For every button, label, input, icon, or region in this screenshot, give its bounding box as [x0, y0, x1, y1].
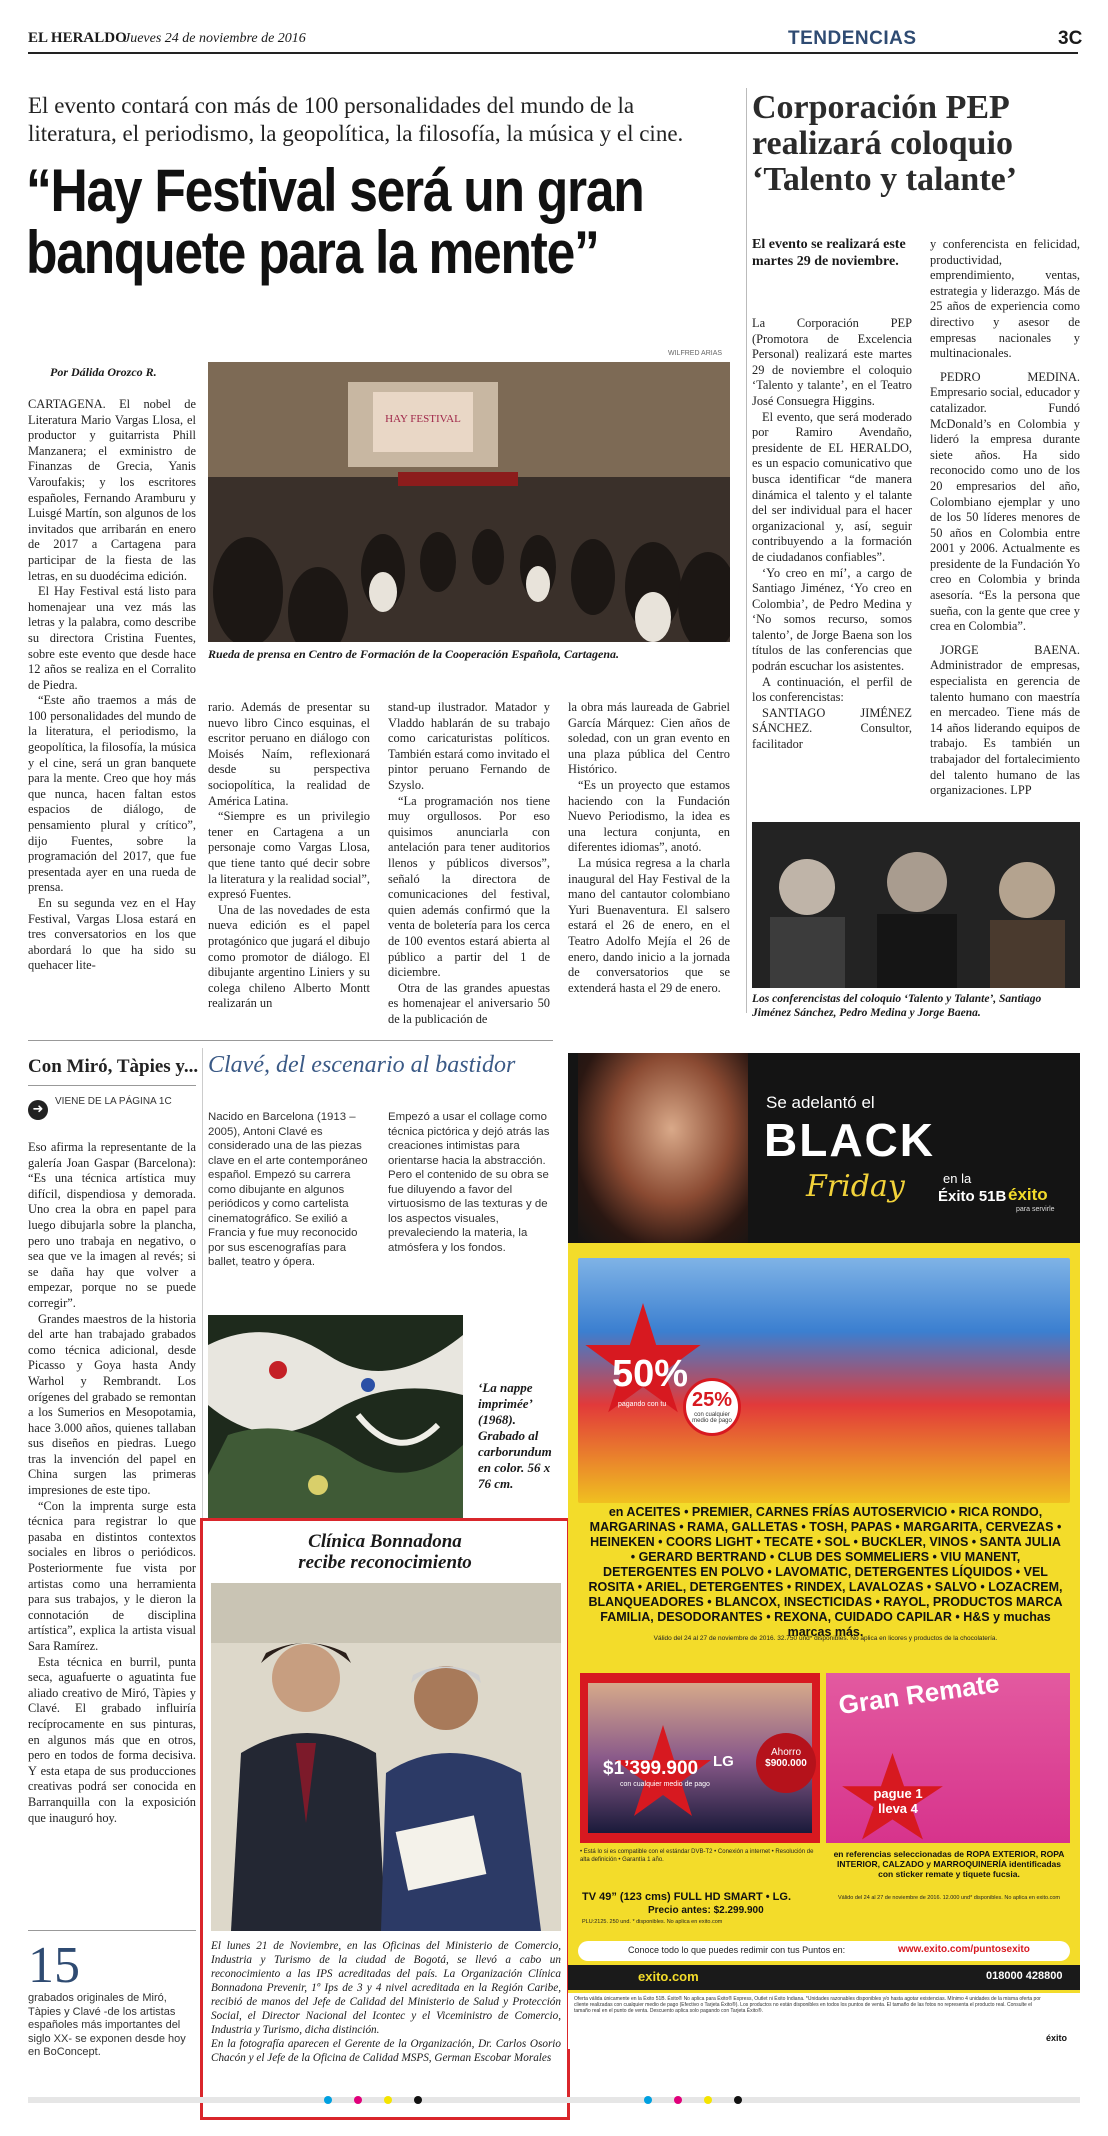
headline-line-2: banquete para la mente” [26, 219, 599, 286]
ad-pre-headline: Se adelantó el [766, 1093, 875, 1112]
paragraph: PEDRO MEDINA. Empresario social, educador y catalizador. Fundó McDonald’s en Colombia y lideró la empresa durante siete años. Ha sido reconocido como uno de los 20 empresarios del año, Colombiano ejemplar y uno de los 50 líderes menores de 50 años en Colombia entre 2001 y 2006. Actualmente es presidente de la Fundación Yo creo en Colombia y brinda asesoría. “Es la persona que sueña, con la gente que cree y crea en Colombia”. [930, 369, 1081, 634]
bonnadona-title [203, 1531, 567, 1573]
title-line-1: Clínica Bonnadona [308, 1531, 462, 1552]
award-photo [211, 1583, 561, 1931]
pep-column-2 [930, 237, 1080, 799]
masthead [28, 28, 1083, 54]
paragraph: En su segunda vez en el Hay Festival, Vargas Llosa estará en tres conversatorios en los que abordará lo que ha sido su quehacer lite- [28, 896, 196, 973]
tv-previous-price: Precio antes: $2.299.900 [648, 1905, 764, 1916]
title-line-2: recibe reconocimiento [298, 1552, 472, 1573]
continued-from-label: VIENE DE LA PÁGINA 1C [55, 1096, 172, 1107]
remate-text: en referencias seleccionadas de ROPA EXTERIOR, ROPA INTERIOR, CALZADO y MARROQUINERÍA identificadas con sticker remate y tiquete fucsia. [833, 1849, 1065, 1879]
main-story-deck: El evento contará con más de 100 personalidades del mundo de la literatura, el periodismo, la geopolítica, la filosofía, la música y el cine. [28, 93, 684, 146]
tv-price-subtext: con cualquier medio de pago [620, 1781, 710, 1788]
clave-title: Clavé, del escenario al bastidor [208, 1052, 516, 1078]
extra-discount-percent: 25% [691, 1389, 733, 1411]
paragraph: Otra de las grandes apuestas es homenajear el aniversario 50 de la publicación de [388, 980, 550, 1026]
savings-badge [756, 1733, 816, 1793]
tv-model: TV 49” (123 cms) FULL HD SMART • LG. [582, 1891, 792, 1903]
tv-plu: PLU:2125. 250 und. * disponibles. No aplica en exito.com [582, 1919, 723, 1925]
exito-com-logo: exito.com [638, 1969, 699, 1984]
divider [28, 1930, 196, 1931]
paragraph: “Siempre es un privilegio tener en Cartagena a un personaje como Vargas Llosa, que tiene tanto qué decir sobre la literatura y la realidad social”, expresó Fuentes. [208, 809, 370, 902]
paragraph: En la fotografía aparecen el Gerente de la Organización, Dr. Carlos Osorio Chacón y el Jefe de la Oficina de Calidad MSPS, German Escobar Morales [211, 2038, 561, 2064]
paragraph: El evento, que será moderado por Ramiro Avendaño, presidente de EL HERALDO, es un espacio comunicativo que busca identificar “de manera dinámica el talento y el talante del ser individual para el hacer organizacional y, así, seguir contribuyendo a la formación de ciudadanos confiables”. [752, 409, 912, 564]
paragraph: “Este año traemos a más de 100 personalidades del mundo de la literatura, el periodismo, la geopolítica, la filosofía, la música y el cine, será un gran banquete para la mente. Creo que hoy más que nunca, hacen faltan estos espacios de diálogo, de pensamiento plural y crítico”, dijo Fuentes, sobre la programación del 2017, que fue presentada ayer en una rueda de prensa. [28, 693, 196, 895]
main-story-column-4 [568, 700, 730, 996]
remate-title: Gran Remate [836, 1667, 1002, 1721]
paragraph: El Hay Festival está listo para homenajear una vez más las letras y la palabra, como describe su directora Cristina Fuentes, sobre este evento que desde hace 12 años se realiza en el Corralito de Piedra. [28, 584, 196, 692]
extra-discount-subtext: con cualquier medio de pago [692, 1412, 732, 1424]
remate-offer: pague 1 lleva 4 [873, 1786, 923, 1816]
arrow-right-icon: ➜ [28, 1100, 48, 1120]
ad-fine-print: Válido del 24 al 27 de noviembre de 2016. 32.750 und* disponibles. No aplica en licores y productos de la chocolatería. [653, 1635, 998, 1642]
paragraph: El lunes 21 de Noviembre, en las Oficinas del Ministerio de Comercio, Industria y Turismo de la ciudad de Bogotá, se llevó a cabo un reconocimiento a las IPS acreditadas del país. La Organización Clínica Bonnadona Prevenir, 1º Ips de 3 y 4 nivel acreditada en la Región Caribe, recibió de manos del Jefe de Calidad del Ministerio de Salud y Protección Social, el Director Nacional del Icontec y el Viceministro de Comercio, Industria y Turismo, dicha distinción. [211, 1940, 561, 2036]
section-name: TENDENCIAS [788, 28, 917, 49]
paragraph: Esta técnica en burril, punta seca, aguafuerte o aguatinta fue aliado creativo de Miró, Tàpies y Clavé. El grabado influiría recíprocamente en sus pinturas, en algunos más que en otros, pero en todos de forma decisiva. Y esta etapa de sus producciones creativas podrá ser conocida en Barranquilla con la exposición que inauguró hoy. [28, 1654, 196, 1825]
ad-store-name: Éxito 51B [938, 1188, 1007, 1205]
ad-script-text: Friday [806, 1169, 905, 1204]
paper-name: EL HERALDO [28, 30, 127, 46]
main-story-column-2 [208, 700, 370, 1012]
fact-text: grabados originales de Miró, Tàpies y Clavé -de los artistas españoles más importantes del siglo XX- se exponen desde hoy en BoConcept. [28, 1992, 186, 2058]
speakers-illustration [752, 822, 1080, 988]
discount-percent: 50% [612, 1353, 689, 1395]
paragraph: Una de las novedades de esta nueva edición es el papel protagónico que jugará el dibujo como promotor de diálogo. El dibujante argentino Liniers y su colega chileno Alberto Montt realizarán un [208, 902, 370, 1011]
paragraph: y conferencista en felicidad, productividad, emprendimiento, ventas, estrategia y liderazgo. Más de 25 años de experiencia como directivo y asesor de empresas nacionales y multinacionales. [930, 237, 1080, 361]
ad-legal-text: Oferta válida únicamente en la Éxito 51B. Éxito® No aplica para Éxito® Express, Outlet ni Éxito Indiana. *Unidades razonables disponibles y/o hasta agotar existencias. Mínimo 4 unidades de la misma oferta por cliente realizadas con cualquier medio de pago (Efectivo o Tarjeta Éxito®). Los productos no están disponibles en todos los puntos de venta. El tamaño de las fotos no representa el producto real. Consulte el tamaño real en el punto de venta. Descuento aplica solo pagando con Tarjeta Éxito®. [574, 1996, 1041, 2014]
tv-price: $1’399.900 [603, 1758, 699, 1779]
section-divider [28, 1040, 553, 1041]
printer-registration-bar [28, 2090, 1080, 2100]
fact-number: 15 [28, 1937, 80, 1994]
paragraph: La Corporación PEP (Promotora de Excelencia Personal) realizará este martes 29 de noviembre el coloquio ‘Talento y talante’, en el Teatro José Consuegra Higgins. [752, 316, 912, 408]
ad-brand-list: en ACEITES • PREMIER, CARNES FRÍAS AUTOSERVICIO • RICA RONDO, MARGARINAS • RAMA, GALLETAS • TOSH, PAPAS • MARGARITA, CERVEZAS • HEINEKEN • COORS LIGHT • TECATE • SOL • BUCKLER, VINOS • SANTA JULIA • GERARD BERTRAND • CLUB DES SOMMELIERS • VIU MANENT, DETERGENTES EN POLVO • LAVOMATIC, DETERGENTES LÍQUIDOS • VEL ROSITA • ARIEL, DETERGENTES • RINDEX, LAVALOZAS • SALVO • LOZACREM, BLANQUEADORES • BLANCOX, INSECTICIDAS • RAYOL, PRODUCTOS MARCA FAMILIA, DESODORANTES • REXONA, CUIDADO CAPILAR • H&S y muchas marcas más. [588, 1505, 1063, 1639]
tv-details: • Está lo si es compatible con el estándar DVB-T2 • Conexión a internet • Resolución de alta definición • Garantía 1 año. [580, 1849, 814, 1863]
column-rule [746, 88, 747, 1013]
clave-column-2: Empezó a usar el collage como técnica pictórica y dejó atrás las creaciones intimistas para orientarse hacia la abstracción. Pero el contenido de su obra se fue diluyendo a favor del virtuosismo de las texturas y de los aspectos visuales, prevaleciendo la materia, la atmósfera y los fondos. [388, 1111, 550, 1254]
paragraph: Eso afirma la representante de la galería Joan Gaspar (Barcelona): “Es una técnica artística muy difícil, dispendiosa y demorada. Uno crea la obra en papel para luego dibujarla sobre la plancha, pero uno trabaja en negativo, o sea que ve la imagen al revés; si se daña hay que volver a empezar, porque no se puede corregir”. [28, 1140, 196, 1310]
publication-date: Jueves 24 de noviembre de 2016 [124, 31, 306, 46]
paragraph: “Con la imprenta surge esta técnica para registrar lo que pasaba en distintos contextos sociales en libros o periódicos. Posteriormente fue vista por artistas como una herramienta para sus trabajos, y le dieron la connotación de disciplina artística”, explica la artista visual Sara Ramírez. [28, 1498, 196, 1653]
paragraph: “Es un proyecto que estamos haciendo con la Fundación Nuevo Periodismo, la idea es una lectura conjunta, en diferentes idiomas”, anotó. [568, 777, 730, 855]
ad-phone-number[interactable]: 018000 428800 [986, 1970, 1063, 1982]
paragraph: JORGE BAENA. Administrador de empresas, especialista en gerencia de talento humano con maestría en mercadeo. Tiene más de 14 años liderando equipos de trabajo. Es también un trabajador del fortalecimiento del talento humano de las organizaciones. LPP [930, 642, 1080, 798]
clave-artwork [208, 1315, 463, 1540]
main-story-column-1 [28, 397, 196, 974]
photo-credit: WILFRED ARIAS [668, 350, 723, 357]
pep-lede: El evento se realizará este martes 29 de noviembre. [752, 237, 906, 269]
main-photo-caption: Rueda de prensa en Centro de Formación de la Cooperación Española, Cartagena. [208, 647, 620, 661]
remate-fine-print: Válido del 24 al 27 de noviembre de 2016. 12.000 und* disponibles. No aplica en exito.com [838, 1895, 1060, 1901]
photo-banner-text: HAY FESTIVAL [385, 413, 461, 425]
points-url[interactable]: www.exito.com/puntosexito [898, 1944, 1030, 1955]
ad-model-image [578, 1053, 748, 1243]
award-illustration [211, 1583, 561, 1931]
ad-headline: BLACK [764, 1114, 935, 1166]
exito-logo-tagline: para servirle [1016, 1206, 1055, 1213]
byline: Por Dálida Orozco R. [50, 365, 157, 379]
paragraph: rario. Además de presentar su nuevo libro Cinco esquinas, el escritor peruano en diálogo con Moisés Naím, reflexionará desde su perspectiva sociopolítica, la realidad de América Latina. [208, 700, 370, 808]
pep-photo-caption: Los conferencistas del coloquio ‘Talento y Talante’, Santiago Jiménez Sánchez, Pedro Medina y Jorge Baena. [752, 993, 1042, 1019]
speakers-photo [752, 822, 1080, 988]
main-story-column-3 [388, 700, 550, 1027]
paragraph: Grandes maestros de la historia del arte han trabajado grabados como técnica adicional, desde Picasso y Goya hasta Andy Warhol y Rembrandt. Los orígenes del grabado se remontan a los Sumerios en Mesopotamia, hace 3.000 años, quienes tallaban sus diseños en piedras. Luego tras la invención del papel en China surgen las primeras impresiones de este tipo. [28, 1311, 196, 1498]
extra-discount-badge [683, 1378, 741, 1436]
pep-headline: Corporación PEP realizará coloquio ‘Talento y talante’ [752, 89, 1018, 198]
exito-logo: éxito [1008, 1185, 1048, 1204]
ad-en-la: en la [943, 1171, 972, 1186]
bonnadona-caption [211, 1939, 561, 2065]
paragraph: CARTAGENA. El nobel de Literatura Mario Vargas Llosa, el productor y guitarrista Phill Manzanera; el exministro de Finanzas de Grecia, Yanis Varoufakis; y los escritores españoles, Fernando Aramburu y Luisgé Martín, son algunos de los invitados que arribarán en enero de 2017 a Cartagena para participar de la fiesta de las letras, en su duodécima edición. [28, 397, 196, 583]
paragraph: “La programación nos tiene muy orgullosos. Por eso quisimos anunciarla con antelación para tener auditorios llenos y públicos diversos”, señaló la directora de comunicaciones del festival, quien además confirmó que la venta de boletería para los cerca de 100 eventos estará abierta al público a partir del 1 de diciembre. [388, 793, 550, 980]
exito-advertisement[interactable] [568, 1053, 1080, 2049]
discount-subtext: pagando con tu [618, 1401, 667, 1408]
paragraph: A continuación, el perfil de los conferencistas: [752, 674, 912, 705]
paragraph: la obra más laureada de Gabriel García Márquez: Cien años de soledad, con un gran evento en una plaza pública del Centro Histórico. [568, 700, 730, 777]
artwork-caption: ‘La nappe imprimée’ (1968). Grabado al carborundum en color. 56 x 76 cm. [478, 1380, 552, 1491]
lg-logo: LG [713, 1753, 734, 1770]
artwork-illustration [208, 1315, 463, 1540]
pep-column-1 [752, 316, 912, 753]
miro-title: Con Miró, Tàpies y... [28, 1056, 199, 1077]
savings-label: Ahorro [770, 1747, 801, 1758]
clave-column-1: Nacido en Barcelona (1913 – 2005), Antoni Clavé es considerado una de las piezas clave en el arte contemporáneo español. Empezó su carrera como dibujante en algunos periódicos y como cartelista cinematográfico. Se exilió a Francia y fue muy reconocido por sus escenografías para ballet, teatro y ópera. [208, 1111, 368, 1268]
paragraph: ‘Yo creo en mí’, a cargo de Santiago Jiménez, ‘Yo creo en Colombia’, de Pedro Medina y ‘No somos recurso, somos talento’, de Jorge Baena son los títulos de las conferencias que podrán escuchar los asistentes. [752, 565, 912, 674]
paragraph: stand-up ilustrador. Matador y Vladdo hablarán de su trabajo como caricaturistas políticos. También estará como invitado el pintor peruano Fernando de Szyslo. [388, 700, 550, 792]
press-conference-photo [208, 362, 730, 642]
main-story-headline [26, 157, 740, 286]
paragraph: La música regresa a la charla inaugural del Hay Festival de la mano del cantautor colombiano Yuri Buenaventura. El salsero estará el 26 de enero, en el Teatro Adolfo Mejía el 26 de enero, dando inicio a la jornada de conversatorios que se extenderá hasta el 29 de enero. [568, 855, 730, 995]
points-text: Conoce todo lo que puedes redimir con tus Puntos en: [628, 1945, 846, 1955]
headline-line-1: “Hay Festival será un gran [26, 157, 644, 224]
bonnadona-box [200, 1518, 570, 2120]
miro-column [28, 1140, 196, 1826]
exito-small-logo: éxito [1046, 2033, 1068, 2043]
registration-marks [28, 2095, 1080, 2105]
press-conference-illustration [208, 362, 730, 642]
page-number: 3C [1058, 28, 1083, 49]
paragraph: SANTIAGO JIMÉNEZ SÁNCHEZ. Consultor, facilitador [752, 705, 912, 752]
savings-amount: $900.000 [765, 1758, 807, 1769]
divider [28, 1085, 196, 1086]
